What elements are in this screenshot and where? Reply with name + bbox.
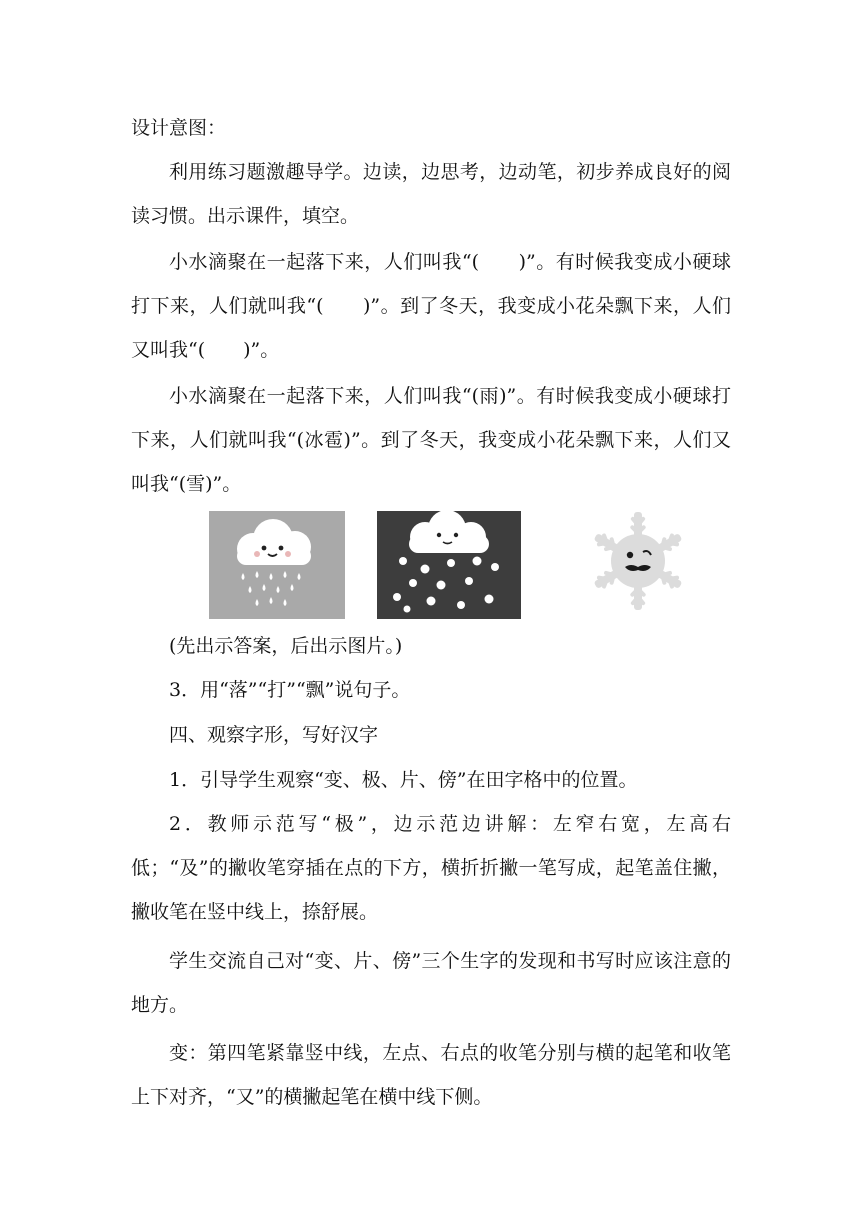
paragraph-answers: 小水滴聚在一起落下来，人们叫我“(雨)”。有时候我变成小硬球打下来，人们就叫我“(冰雹)”。到了冬天，我变成小花朵飘下来，人们又叫我“(雪)”。	[131, 385, 731, 495]
paragraph-fill-blank: 小水滴聚在一起落下来，人们叫我“( )”。有时候我变成小硬球打下来，人们就叫我“( )”。到了冬天，我变成小花朵飘下来，人们又叫我“( )”。	[131, 251, 731, 361]
paragraph-note: (先出示答案，后出示图片。)	[169, 635, 403, 657]
hail-cloud-illustration	[377, 511, 521, 619]
design-intent-heading: 设计意图：	[131, 117, 227, 139]
weather-illustrations	[0, 511, 860, 621]
paragraph-step-1: 1．引导学生观察“变、极、片、傍”在田字格中的位置。	[169, 769, 638, 791]
snowflake-face-illustration	[588, 511, 688, 611]
paragraph-bian-analysis: 变：第四笔紧靠竖中线，左点、右点的收笔分别与横的起笔和收笔上下对齐，“又”的横撇起笔在横中线下侧。	[131, 1042, 731, 1108]
section-4-heading: 四、观察字形，写好汉字	[169, 724, 379, 746]
rain-cloud-illustration	[209, 511, 345, 619]
paragraph-intro: 利用练习题激趣导学。边读，边思考，边动笔，初步养成良好的阅读习惯。出示课件，填空。	[131, 161, 731, 227]
paragraph-student-exchange: 学生交流自己对“变、片、傍”三个生字的发现和书写时应该注意的地方。	[131, 950, 731, 1016]
paragraph-step-2: 2．教师示范写“极”，边示范边讲解：左窄右宽，左高右低；“及”的撇收笔穿插在点的下方，横折折撇一笔写成，起笔盖住撇，撇收笔在竖中线上，捺舒展。	[131, 813, 731, 923]
paragraph-step-3: 3．用“落”“打”“飘”说句子。	[169, 679, 411, 701]
